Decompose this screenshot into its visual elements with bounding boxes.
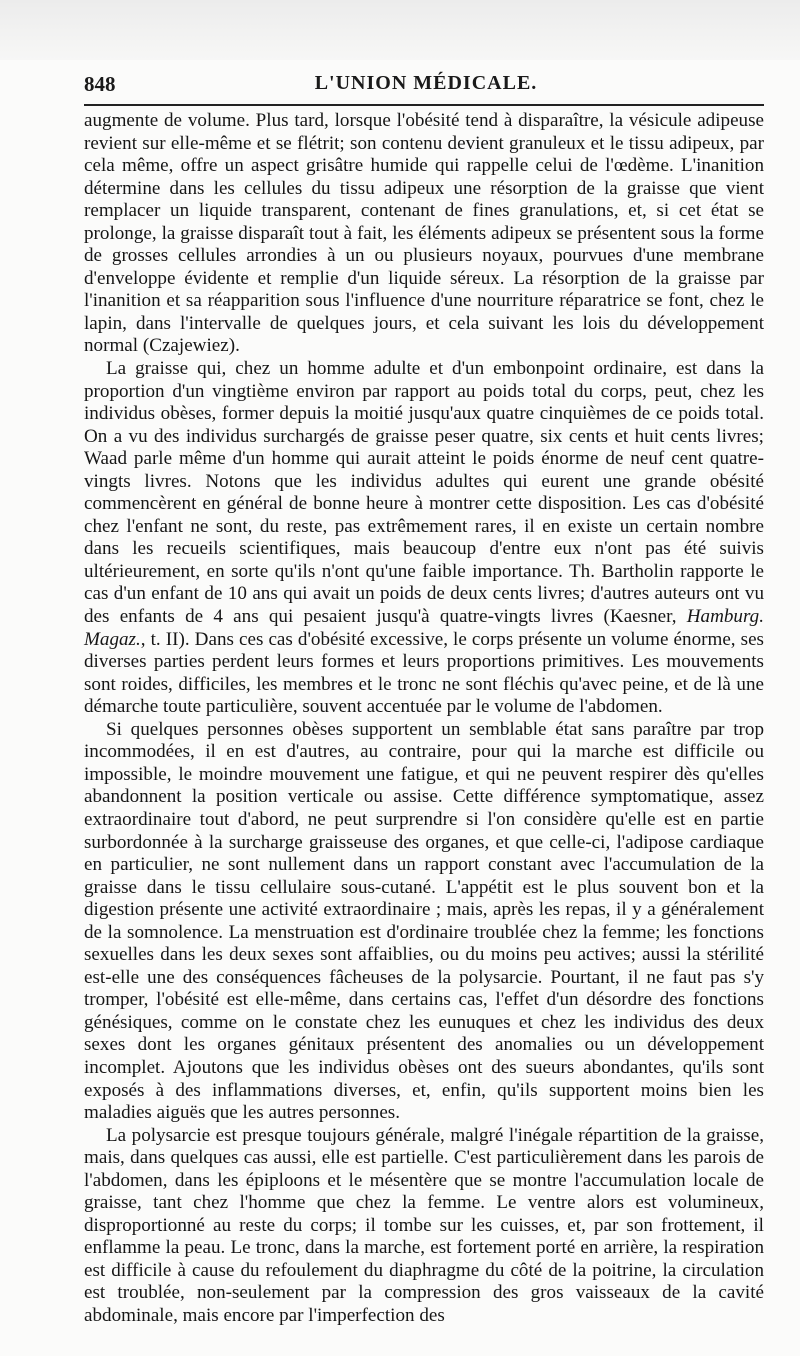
paragraph-3: Si quelques personnes obèses supportent un semblable état sans paraître par trop incommodées, il en est d'autres, au contraire, pour qui la marche est difficile ou impossible, le moindre mouvement une fatigue, et qui ne peuvent respirer dès qu'elles abandonnent la position verticale ou assise. Cette différence symptomatique, assez extraordinaire tout d'abord, ne peut surprendre si l'on considère qu'elle est en partie surbordonnée à la surcharge graisseuse des organes, et que celle-ci, l'adipose cardiaque en particulier, ne sont nullement dans un rapport constant avec l'accumulation de la graisse dans le tissu cellulaire sous-cutané. L'appétit est le plus souvent bon et la digestion présente une activité extraordinaire ; mais, après les repas, il y a généralement de la somnolence. La menstruation est d'ordinaire troublée chez la femme; les fonctions sexuelles dans les deux sexes sont affaiblies, ou du moins peu actives; aussi la stérilité est-elle une des conséquences fâcheuses de la polysarcie. Pourtant, il ne faut pas s'y tromper, l'obésité est elle-même, dans certains cas, l'effet d'un désordre des fonctions génésiques, comme on le constate chez les eunuques et chez les individus des deux sexes dont les organes génitaux présentent des anomalies ou un développement incomplet. Ajoutons que les individus obèses ont des sueurs abondantes, qu'ils sont exposés à des inflammations diverses, et, enfin, qu'ils supportent moins bien les maladies aiguës que les autres personnes. <box>84 718 764 1124</box>
paragraph-1: augmente de volume. Plus tard, lorsque l'obésité tend à disparaître, la vésicule adipeuse revient sur elle-même et se flétrit; son contenu devient granuleux et le tissu adipeux, par cela même, offre un aspect grisâtre humide qui rappelle celui de l'œdème. L'inanition détermine dans les cellules du tissu adipeux une résorption de la graisse que vient remplacer un liquide transparent, contenant de fines granulations, et, si cet état se prolonge, la graisse disparaît tout à fait, les éléments adipeux se présentent sous la forme de grosses cellules arrondies à un ou plusieurs noyaux, pourvues d'une membrane d'enveloppe évidente et remplie d'un liquide séreux. La résorption de la graisse par l'inanition et sa réapparition sous l'influence d'une nourriture réparatrice se font, chez le lapin, dans l'intervalle de quelques jours, et cela suivant les lois du développement normal (Czajewiez). <box>84 110 764 357</box>
previous-page-bleed-through <box>0 0 800 60</box>
paragraph-2-text-b: , t. II). Dans ces cas d'obésité excessive, le corps présente un volume énorme, ses diverses parties perdent leurs formes et leurs proportions primitives. Les mouvements sont roides, difficiles, les membres et le tronc ne sont fléchis qu'avec peine, et de là une démarche toute particulière, souvent accentuée par le volume de l'abdomen. <box>84 628 764 718</box>
page-header <box>84 72 768 102</box>
header-rule <box>84 104 764 106</box>
paragraph-2 <box>84 358 764 719</box>
page-number: 848 <box>84 72 116 96</box>
paragraph-2-text-a: La graisse qui, chez un homme adulte et d'un embonpoint ordinaire, est dans la proportion d'un vingtième environ par rapport au poids total du corps, peut, chez les individus obèses, former depuis la moitié jusqu'aux quatre cinquièmes de ce poids total. On a vu des individus surchargés de graisse peser quatre, six cents et huit cents livres; Waad parle même d'un homme qui aurait atteint le poids énorme de neuf cent quatre-vingts livres. Notons que les individus adultes qui eurent une grande obésité commencèrent en général de bonne heure à montrer cette disposition. Les cas d'obésité chez l'enfant ne sont, du reste, pas extrêmement rares, il en existe un certain nombre dans les recueils scientifiques, mais beaucoup d'entre eux n'ont pas été suivis ultérieurement, en sorte qu'ils n'ont qu'une faible importance. Th. Bartholin rapporte le cas d'un enfant de 10 ans qui avait un poids de deux cents livres; d'autres auteurs ont vu des enfants de 4 ans qui pesaient jusqu'à quatre-vingts livres (Kaesner, <box>84 358 764 628</box>
journal-citation: Hamburg. Magaz. <box>84 606 764 650</box>
article-body <box>84 110 764 1328</box>
paragraph-4: La polysarcie est presque toujours générale, malgré l'inégale répartition de la graisse, mais, dans quelques cas aussi, elle est partielle. C'est particulièrement dans les parois de l'abdomen, dans les épiploons et le mésentère que se montre l'accumulation locale de graisse, tant chez l'homme que chez la femme. Le ventre alors est volumineux, disproportionné au reste du corps; il tombe sur les cuisses, et, par son frottement, il enflamme la peau. Le tronc, dans la marche, est fortement porté en arrière, la respiration est difficile à cause du refoulement du diaphragme du côté de la poitrine, la circulation est troublée, non-seulement par la compression des gros vaisseaux de la cavité abdominale, mais encore par l'imperfection des <box>84 1124 764 1326</box>
running-title: L'UNION MÉDICALE. <box>314 72 538 94</box>
